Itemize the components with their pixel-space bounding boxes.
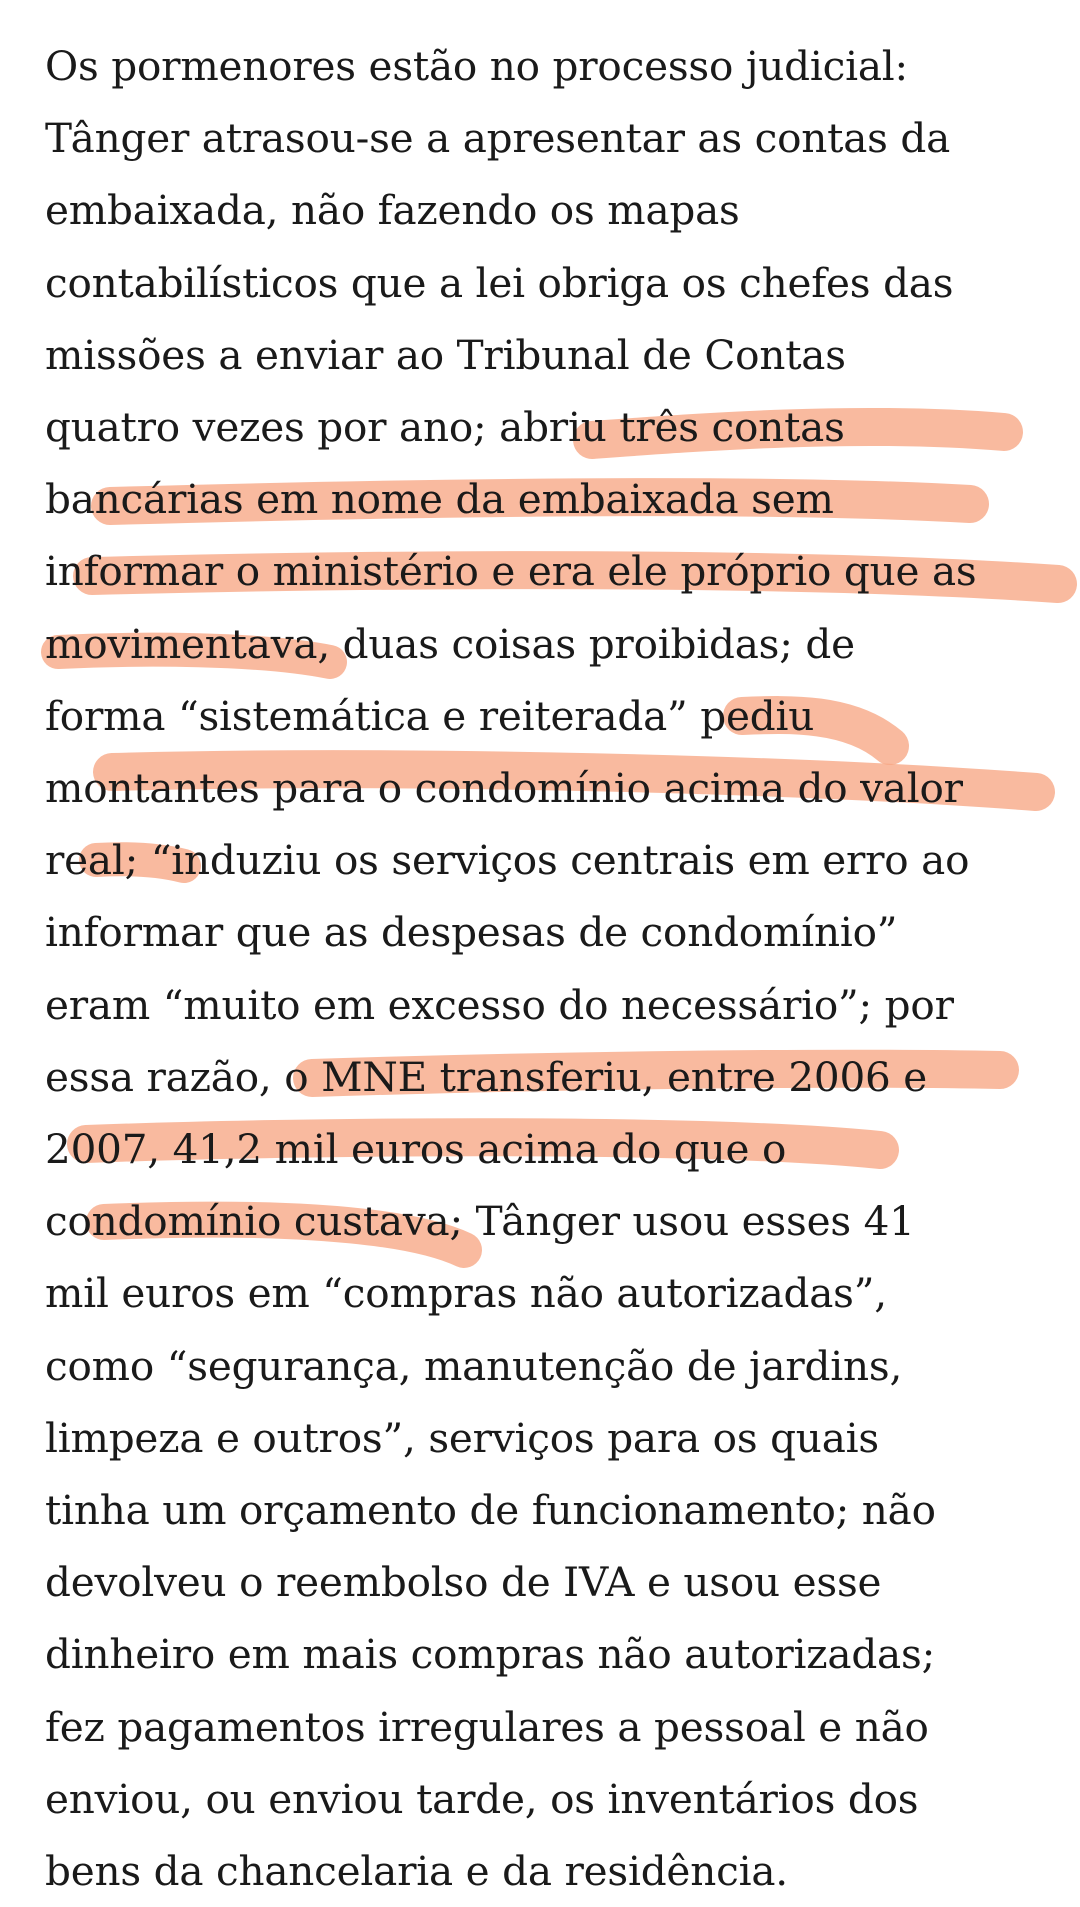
text-line: forma “sistemática e reiterada” pediu	[45, 691, 815, 740]
text-line: como “segurança, manutenção de jardins,	[45, 1341, 903, 1390]
text-line: limpeza e outros”, serviços para os quais	[45, 1413, 879, 1462]
text-line: contabilísticos que a lei obriga os chefes das	[45, 258, 954, 307]
text-line: enviou, ou enviou tarde, os inventários dos	[45, 1774, 919, 1823]
text-line: condomínio custava; Tânger usou esses 41	[45, 1197, 915, 1246]
text-line: mil euros em “compras não autorizadas”,	[45, 1269, 887, 1318]
text-line: Tânger atrasou-se a apresentar as contas da	[45, 114, 951, 163]
text-line: quatro vezes por ano; abriu três contas	[45, 403, 845, 452]
text-line: 2007, 41,2 mil euros acima do que o	[45, 1125, 787, 1174]
text-line: dinheiro em mais compras não autorizadas;	[45, 1630, 936, 1679]
text-line: fez pagamentos irregulares a pessoal e não	[45, 1702, 929, 1751]
text-line: eram “muito em excesso do necessário”; por	[45, 980, 954, 1029]
text-line: montantes para o condomínio acima do valor	[45, 764, 963, 813]
text-line: informar que as despesas de condomínio”	[45, 908, 898, 957]
text-line: movimentava, duas coisas proibidas; de	[45, 619, 855, 668]
text-line: Os pormenores estão no processo judicial:	[45, 42, 908, 90]
article-paragraph	[45, 30, 1055, 1907]
text-line: bens da chancelaria e da residência.	[45, 1847, 788, 1896]
text-line: essa razão, o MNE transferiu, entre 2006 e	[45, 1052, 928, 1101]
text-line: real; “induziu os serviços centrais em erro ao	[45, 836, 970, 885]
text-line: informar o ministério e era ele próprio que as	[45, 547, 977, 596]
text-line: devolveu o reembolso de IVA e usou esse	[45, 1558, 882, 1607]
text-line: missões a enviar ao Tribunal de Contas	[45, 330, 846, 379]
text-line: embaixada, não fazendo os mapas	[45, 186, 740, 235]
text-line: bancárias em nome da embaixada sem	[45, 475, 834, 524]
text-line: tinha um orçamento de funcionamento; não	[45, 1486, 936, 1535]
